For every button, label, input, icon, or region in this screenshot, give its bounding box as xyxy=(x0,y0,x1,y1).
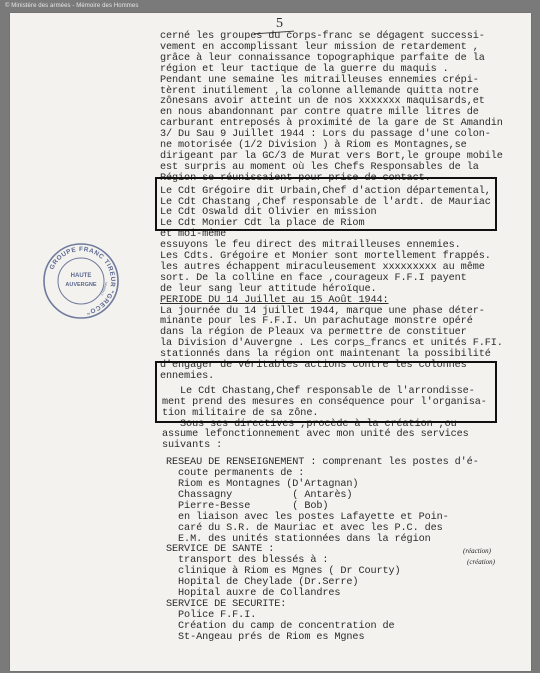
text-line: vement en accomplissant leur mission de retardement , xyxy=(160,41,479,53)
text-line: Police F.F.I. xyxy=(160,609,257,621)
text-line: en nous abandonnant par contre quatre mille litres de xyxy=(160,107,479,119)
text-line: clinique à Riom es Mgnes ( Dr Courty) xyxy=(160,566,401,578)
text-line: dans la région de Pleaux va permettre de constituer xyxy=(160,327,467,339)
text-line: dirigeant par la GC/3 de Murat vers Bort,le groupe mobile xyxy=(160,150,503,162)
text-line: Les Cdts. Grégoire et Monier sont mortellement frappés. xyxy=(160,251,491,262)
text-line: tèrent inutilement ,la colonne allemande quitta notre xyxy=(160,85,479,97)
text-line: Riom es Montagnes (D'Artagnan) xyxy=(160,479,359,490)
greco-stamp xyxy=(41,241,121,321)
text-line: la Division d'Auvergne . Les corps_francs et unités F.FI. xyxy=(160,338,503,350)
text-line: Le Cdt Chastang ,Chef responsable de l'ardt. de Mauriac xyxy=(160,196,491,208)
text-line: ne motorisée (1/2 Division ) à Riom es Montagnes,se xyxy=(160,140,467,151)
text-line: grâce à leur connaissance topographique parfaite de la xyxy=(160,52,485,64)
text-line: Hopital de Cheylade (Dr.Serre) xyxy=(160,577,359,589)
handwritten-annotation-1: (réaction) xyxy=(463,547,491,555)
text-line: Pierre-Besse ( Bob) xyxy=(160,500,329,512)
text-line: transport des blessés à : xyxy=(160,555,329,567)
text-line: Le Cdt Monier Cdt la place de Riom xyxy=(160,218,365,230)
text-line: caré du S.R. de Mauriac et avec les P.C. des xyxy=(160,522,443,534)
text-line: E.M. des unités stationnées dans la région xyxy=(160,533,431,545)
text-line: ment prend des mesures en conséquence pour l'organisa- xyxy=(162,396,487,408)
text-line: les autres échappent miraculeusement xxxxxxxxx au même xyxy=(160,261,485,273)
text-line: et moi-même xyxy=(160,229,227,241)
text-line: stationnés dans la région ont maintenant la possibilité xyxy=(160,349,491,361)
text-line: Région se réunissaient pour prise de contact. xyxy=(160,172,431,184)
stamp-center-bottom: AUVERGNE xyxy=(65,282,97,288)
text-line: de leur sang leur attitude héroïque. xyxy=(160,283,377,295)
text-line: SERVICE DE SECURITE: xyxy=(166,598,287,610)
text-line: La journée du 14 juillet 1944, marque une phase déter- xyxy=(160,305,485,317)
text-line: PERIODE DU 14 Juillet au 15 Août 1944: xyxy=(160,294,389,306)
text-line: coute permanents de : xyxy=(160,468,305,480)
text-line: en liaison avec les postes Lafayette et Poin- xyxy=(160,511,449,523)
stamp-outer-text: GROUPE FRANC TIREUR "GRECO" xyxy=(48,245,117,316)
archive-credit: © Ministère des armées - Mémoire des Hommes xyxy=(5,3,139,9)
stamp-small-text: L'Adjudant xyxy=(99,281,109,296)
text-line: zônesans avoir atteint un de nos xxxxxxx maquisards,et xyxy=(160,96,485,108)
text-line: Le Cdt Grégoire dit Urbain,Chef d'action départemental, xyxy=(160,185,491,197)
text-line: St-Angeau prés de Riom es Mgnes xyxy=(160,631,365,643)
text-line: 3/ Du Sau 9 Juillet 1944 : Lors du passage d'une colon- xyxy=(160,129,491,141)
handwritten-annotation-2: (création) xyxy=(467,558,495,566)
page-number: 5 xyxy=(276,16,283,31)
text-line: Sous ses directives ,procède à la création ,ou xyxy=(162,418,457,430)
text-line: sort. De la colline en face ,courageux F.F.I payent xyxy=(160,272,467,284)
text-line: suivants : xyxy=(162,440,223,452)
text-line: d'engager de véritables actions contre les colonnes xyxy=(160,360,467,371)
text-line: Pendant une semaine les mitrailleuses ennemies crépi- xyxy=(160,74,479,86)
text-line: cerné les groupes du corps-franc se dégagent successi- xyxy=(160,31,485,42)
text-line: Le Cdt Oswald dit Olivier en mission xyxy=(160,207,377,219)
text-line: RESEAU DE RENSEIGNEMENT : comprenant les postes d'é- xyxy=(166,457,479,469)
text-line: minante pour les F.F.I. Un parachutage monstre opéré xyxy=(160,316,473,328)
text-line: assume lefonctionnement avec mon unité des services xyxy=(162,429,469,441)
text-line: est surpris au moment où les Chefs Responsables de la xyxy=(160,161,479,173)
highlight-box-commanders xyxy=(155,177,497,231)
text-line: tion militaire de sa zône. xyxy=(162,407,319,419)
highlight-box-chastang xyxy=(155,361,497,423)
text-line: Création du camp de concentration de xyxy=(160,620,395,632)
text-line: Chassagny ( Antarès) xyxy=(160,489,353,501)
svg-text:GROUPE FRANC TIREUR "GRECO" xyxy=(49,246,117,316)
text-line: SERVICE DE SANTE : xyxy=(166,544,275,556)
text-line: Hopital auxre de Collandres xyxy=(160,588,341,599)
text-line: carburant entreposés à proximité de la gare de St Amandin xyxy=(160,118,503,130)
text-line: région et leur tactique de la guerre du maquis . xyxy=(160,63,449,75)
text-line: ennemies. xyxy=(160,370,215,382)
text-line: Le Cdt Chastang,Chef responsable de l'arrondisse- xyxy=(162,385,475,397)
stamp-center-top: HAUTE xyxy=(70,273,92,279)
text-line: essuyons le feu direct des mitrailleuses ennemies. xyxy=(160,240,461,252)
document-page xyxy=(10,13,531,671)
